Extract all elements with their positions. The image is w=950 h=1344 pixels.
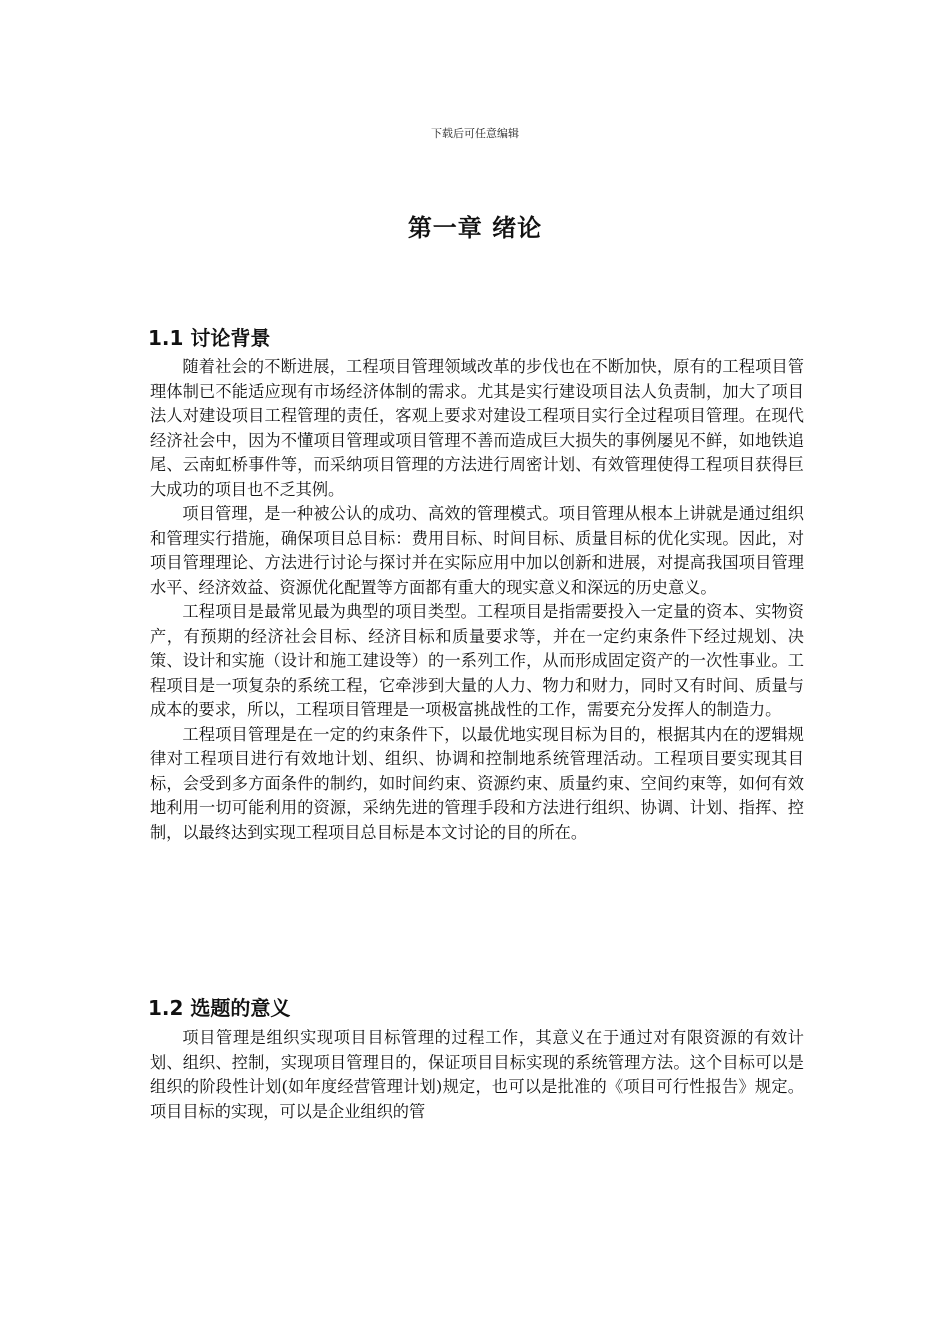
header-note: 下载后可任意编辑 — [431, 127, 519, 140]
section-body-background — [150, 355, 804, 845]
paragraph: 项目管理是组织实现项目目标管理的过程工作，其意义在于通过对有限资源的有效计划、组织、控制，实现项目管理目的，保证项目目标实现的系统管理方法。这个目标可以是组织的阶段性计划(如年度经营管理计划)规定，也可以是批准的《项目可行性报告》规定。项目目标的实现，可以是企业组织的管 — [150, 1028, 804, 1121]
chapter-title: 第一章 绪论 — [407, 214, 543, 242]
paragraph: 工程项目管理是在一定的约束条件下，以最优地实现目标为目的，根据其内在的逻辑规律对工程项目进行有效地计划、组织、协调和控制地系统管理活动。工程项目要实现其目标，会受到多方面条件的制约，如时间约束、资源约束、质量约束、空间约束等，如何有效地利用一切可能利用的资源，采纳先进的管理手段和方法进行组织、协调、计划、指挥、控制，以最终达到实现工程项目总目标是本文讨论的目的所在。 — [150, 724, 804, 842]
section-heading-significance: 1.2 选题的意义 — [148, 996, 291, 1020]
section-heading-background: 1.1 讨论背景 — [148, 326, 271, 350]
section-body-significance — [150, 1026, 804, 1124]
paragraph: 随着社会的不断进展，工程项目管理领域改革的步伐也在不断加快，原有的工程项目管理体制已不能适应现有市场经济体制的需求。尤其是实行建设项目法人负责制，加大了项目法人对建设项目工程管理的责任，客观上要求对建设工程项目实行全过程项目管理。在现代经济社会中，因为不懂项目管理或项目管理不善而造成巨大损失的事例屡见不鲜，如地铁追尾、云南虹桥事件等，而采纳项目管理的方法进行周密计划、有效管理使得工程项目获得巨大成功的项目也不乏其例。 — [150, 357, 804, 499]
paragraph: 项目管理，是一种被公认的成功、高效的管理模式。项目管理从根本上讲就是通过组织和管理实行措施，确保项目总目标：费用目标、时间目标、质量目标的优化实现。因此，对项目管理理论、方法进行讨论与探讨并在实际应用中加以创新和进展，对提高我国项目管理水平、经济效益、资源优化配置等方面都有重大的现实意义和深远的历史意义。 — [150, 504, 804, 597]
paragraph: 工程项目是最常见最为典型的项目类型。工程项目是指需要投入一定量的资本、实物资产，有预期的经济社会目标、经济目标和质量要求等，并在一定约束条件下经过规划、决策、设计和实施（设计和施工建设等）的一系列工作，从而形成固定资产的一次性事业。工程项目是一项复杂的系统工程，它牵涉到大量的人力、物力和财力，同时又有时间、质量与成本的要求，所以，工程项目管理是一项极富挑战性的工作，需要充分发挥人的制造力。 — [150, 602, 804, 719]
